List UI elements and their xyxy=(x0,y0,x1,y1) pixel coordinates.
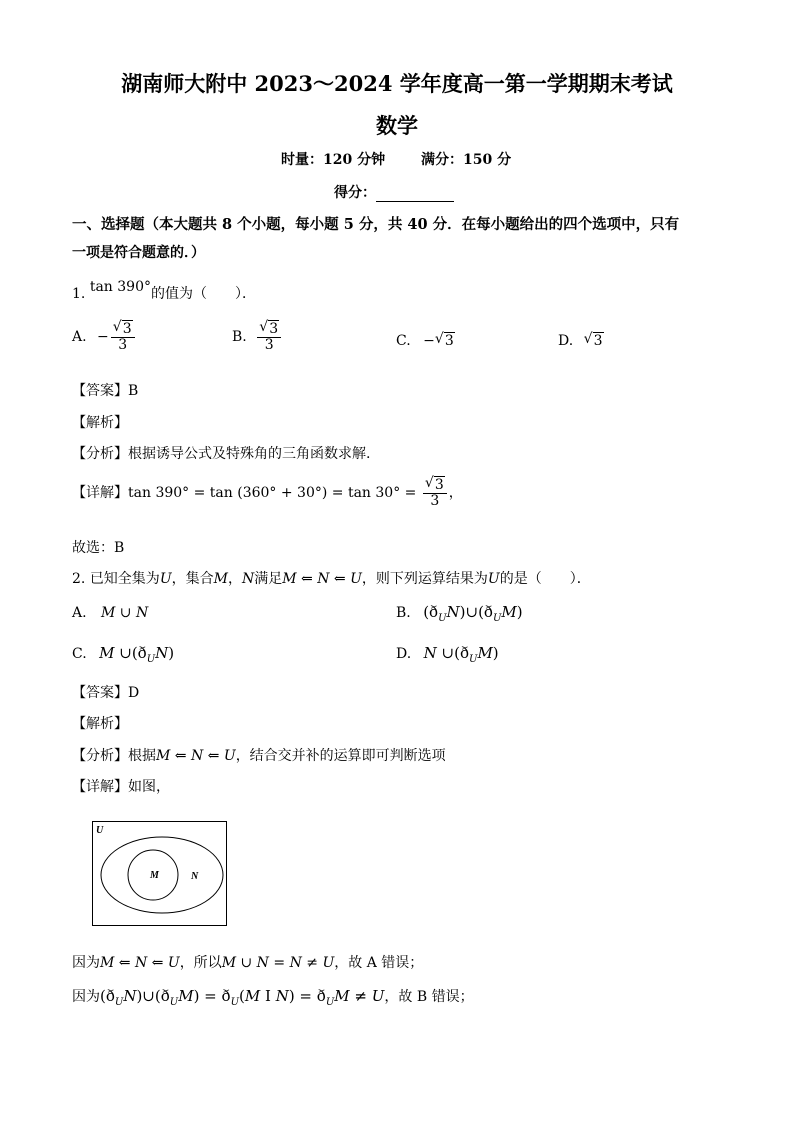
q2-stem-e: ，则下列运算结果为 xyxy=(361,571,488,587)
q1-stem-text: 的值为（ ）． xyxy=(150,286,256,302)
q2-option-d: D. N $\cup(ð_UM)$ xyxy=(396,644,499,665)
q1-option-b-label: B. xyxy=(232,329,247,346)
q1-option-b: B. √ $\frac{3}{3}$ xyxy=(232,322,283,352)
q1-option-a: A. − √ $\frac{3}{3}$ xyxy=(72,322,137,352)
q2-number: 2. xyxy=(72,571,86,587)
q2-option-d-label: D. xyxy=(396,646,412,662)
q2-option-b: B. $(ð_UN)\cup(ð_UM)$ xyxy=(396,603,523,624)
q2-reason-2: 因为$(ð_UN)\cup(ð_UM)$ = $ð_U(M$ Ι $N) = ð_UM \ne U$，故 B 错误； xyxy=(72,987,474,1008)
q2-analysis: 【分析】根据M ⇐ N ⇐ U，结合交并补的运算即可判断选项 xyxy=(72,748,446,764)
q2-analysis-a: 【分析】根据 xyxy=(72,748,156,764)
q2-reason-2-a: 因为 xyxy=(72,989,100,1005)
q2-stem-f: 的是（ ）． xyxy=(499,571,591,587)
q2-reason-2-c: ，故 B 错误； xyxy=(384,989,474,1005)
venn-label-n: N xyxy=(191,871,199,882)
q2-reason-1-a: 因为 xyxy=(72,955,100,971)
q2-reason-1-c: ，故 A 错误； xyxy=(334,955,424,971)
q2-option-c-label: C. xyxy=(72,646,87,662)
q2-option-c: C. M $\cup(ð_UN)$ xyxy=(72,644,175,665)
venn-diagram xyxy=(92,821,227,926)
q1-jiexi: 【解析】 xyxy=(72,415,128,431)
subject-title: 数学 xyxy=(376,113,418,138)
score-blank xyxy=(376,187,454,202)
q2-stem: 2. 已知全集为U，集合M，N满足M ⇐ N ⇐ U，则下列运算结果为U的是（ ）． xyxy=(72,571,591,587)
q1-option-c-label: C. xyxy=(396,333,411,349)
q2-stem-a: 已知全集为 xyxy=(89,571,160,587)
score-label: 得分： xyxy=(334,185,376,201)
q2-reason-1: 因为M ⇐ N ⇐ U，所以M ∪ N = N ≠ U，故 A 错误； xyxy=(72,955,424,971)
venn-label-m: M xyxy=(150,870,159,881)
q2-jiexi: 【解析】 xyxy=(72,716,128,732)
q1-option-d: D. √ 3 xyxy=(558,333,604,349)
q2-detail: 【详解】如图， xyxy=(72,779,170,795)
q2-answer: 【答案】D xyxy=(72,685,140,701)
q1-option-a-label: A. xyxy=(72,329,87,346)
q1-detail-label: 【详解】 xyxy=(72,485,128,502)
q2-reason-1-b: ，所以 xyxy=(179,955,222,971)
time-limit: 时量：120 分钟 xyxy=(281,152,386,168)
q2-analysis-b: ，结合交并补的运算即可判断选项 xyxy=(235,748,446,764)
q1-detail: 【详解】tan 390° = tan (360° + 30°) = tan 30° = √ $\frac{3}{3}$ ， xyxy=(72,478,463,508)
q1-number: 1. xyxy=(72,286,86,302)
q2-option-a: A. M ∪ N xyxy=(72,605,149,621)
venn-label-u: U xyxy=(96,825,104,836)
section-heading-line2: 一项是符合题意的．） xyxy=(72,245,205,261)
q1-detail-math: tan 390° = tan (360° + 30°) = tan 30° = xyxy=(128,485,421,502)
q2-option-b-label: B. xyxy=(396,605,411,621)
q2-stem-b: ，集合 xyxy=(171,571,214,587)
q1-detail-end: ， xyxy=(448,485,463,502)
full-score: 满分：150 分 xyxy=(421,152,512,168)
q1-option-d-label: D. xyxy=(558,333,574,349)
section-heading-line1: 一、选择题（本大题共 8 个小题，每小题 5 分，共 40 分．在每小题给出的四个选项中，只有 xyxy=(72,216,680,233)
q2-stem-d: 满足 xyxy=(254,571,283,587)
q1-answer: 【答案】B xyxy=(72,383,139,399)
q1-stem xyxy=(72,279,256,303)
score-field xyxy=(334,182,454,202)
venn-set-n xyxy=(101,837,223,913)
exam-title: 湖南师大附中 2023～2024 学年度高一第一学期期末考试 xyxy=(121,71,673,96)
q1-expression: tan 390° xyxy=(89,279,151,295)
q2-option-a-label: A. xyxy=(72,605,87,621)
q1-option-c: C. −√ 3 xyxy=(396,333,455,349)
q2-stem-c: ， xyxy=(227,571,242,587)
q1-choose: 故选：B xyxy=(72,540,125,556)
q1-analysis: 【分析】根据诱导公式及特殊角的三角函数求解. xyxy=(72,446,371,462)
